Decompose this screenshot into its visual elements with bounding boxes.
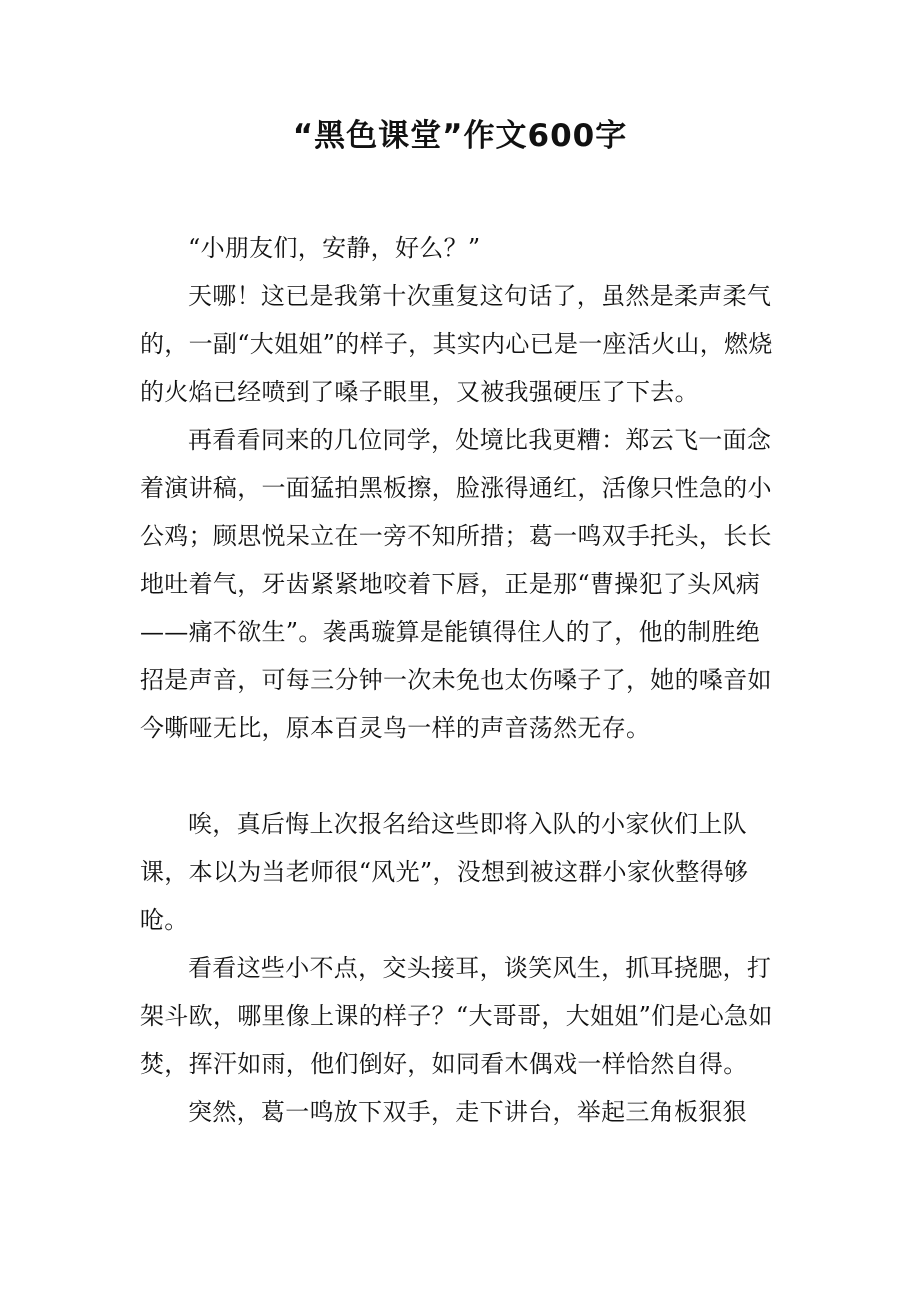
paragraph-1: “小朋友们，安静，好么？” xyxy=(188,234,481,262)
paragraph-6: 突然，葛一鸣放下双手，走下讲台，举起三角板狠狠 xyxy=(188,1098,747,1126)
paragraph-3: 再看看同来的几位同学，处境比我更糟：郑云飞一面念着演讲稿，一面猛拍黑板擦，脸涨得通红，活像只性急的小公鸡；顾思悦呆立在一旁不知所措；葛一鸣双手托头，长长地吐着气，牙齿紧紧地咬着下唇，正是那“曹操犯了头风病——痛不欲生”。袭禹璇算是能镇得住人的了，他的制胜绝招是声音，可每三分钟一次未免也太伤嗓子了，她的嗓音如今嘶哑无比，原本百灵鸟一样的声音荡然无存。 xyxy=(140,426,772,742)
paragraph-4: 唉，真后悔上次报名给这些即将入队的小家伙们上队课，本以为当老师很“风光”，没想到被这群小家伙整得够呛。 xyxy=(140,810,749,934)
paragraph-2: 天哪！这已是我第十次重复这句话了，虽然是柔声柔气的，一副“大姐姐”的样子，其实内心已是一座活火山，燃烧的火焰已经喷到了嗓子眼里，又被我强硬压了下去。 xyxy=(140,282,773,406)
paragraph-5: 看看这些小不点，交头接耳，谈笑风生，抓耳挠腮，打架斗欧，哪里像上课的样子？“大哥哥，大姐姐”们是心急如焚，挥汗如雨，他们倒好，如同看木偶戏一样恰然自得。 xyxy=(140,954,773,1078)
page-title: “黑色课堂”作文600字 xyxy=(292,118,628,154)
essay-body xyxy=(140,224,780,1136)
